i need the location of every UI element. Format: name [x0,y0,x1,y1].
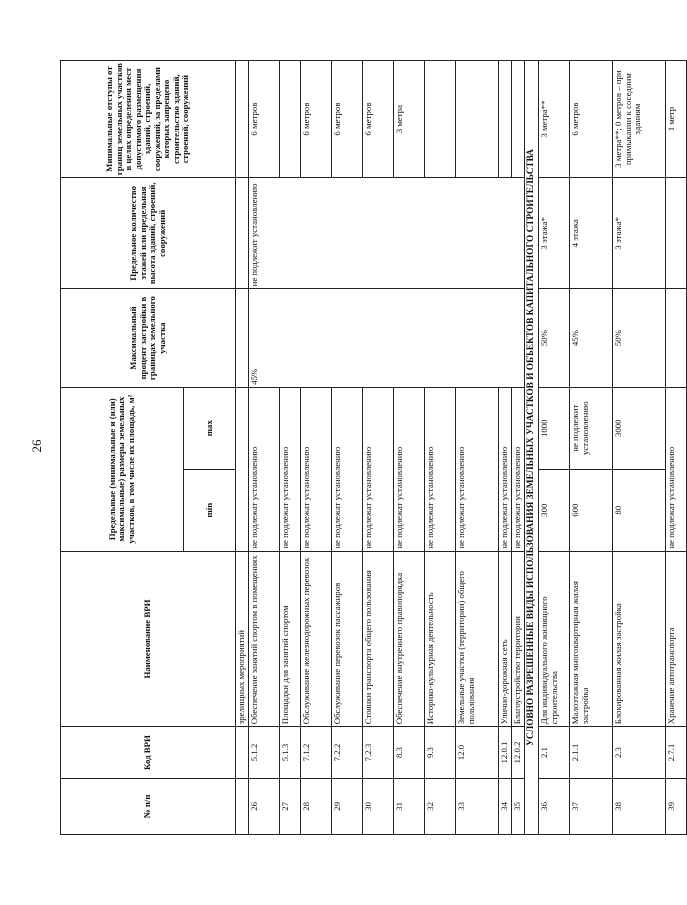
table-row: 39 2.7.1 Хранение автотранспорта не подлежат установлению 1 метр [666,61,687,835]
table-row: 36 2.1 Для индивидуального жилищного строительства 300 1000 50% 3 этажа* 3 метра** [539,61,570,835]
table-row: 34 12.0.1 Улично-дорожная сеть не подлежат установлению [499,61,512,835]
header-min: min [184,469,236,551]
table-row: 37 2.1.1 Малоэтажная многоквартирная жилая застройка 600 не подлежит установлению 45% 4 этажа 6 метров [570,61,613,835]
header-size: Предельные (минимальные и (или) максимальные) размеры земельных участков, в том числе их площадь, м² [61,387,184,551]
floors-cell: не подлежит установлению [249,178,525,289]
section-title: УСЛОВНО РАЗРЕШЕННЫЕ ВИДЫ ИСПОЛЬЗОВАНИЯ ЗЕМЕЛЬНЫХ УЧАСТКОВ И ОБЪЕКТОВ КАПИТАЛЬНОГО СТРОИТЕЛЬСТВА [525,61,539,835]
percent-cell: 45% [249,289,525,387]
table-row: 32 9.3 Историко-культурная деятельность не подлежат установлению [425,61,456,835]
header-floors: Предельное количество этажей или предельная высота зданий, строений, сооружений [61,178,236,289]
table-row: 35 12.0.2 Благоустройство территории не подлежат установлению [512,61,525,835]
table-row: 38 2.3 Блокированная жилая застройка 80 3000 50% 3 этажа* 3 метра**; 0 метров – при примыкании к соседним зданиям [613,61,666,835]
table-row: 31 8.3 Обеспечение внутреннего правопорядка не подлежат установлению 3 метра [394,61,425,835]
regulations-table [60,60,687,835]
header-num: № п/п [61,778,236,834]
page-number: 26 [29,439,44,453]
header-setback: Минимальные отступы от границ земельных участков в целях определения мест допустимого размещения зданий, строений, сооружений, за пределами которых запрещено строительство зданий, строений, сооружений [61,61,236,178]
rotated-table-container [60,60,676,835]
carry-over-text: зрелищных мероприятий [236,551,249,727]
table-row: 29 7.2.2 Обслуживание перевозок пассажиров не подлежат установлению 6 метров [332,61,363,835]
table-row: 28 7.1.2 Обслуживание железнодорожных перевозок не подлежат установлению 6 метров [301,61,332,835]
header-name: Наименование ВРИ [61,551,236,727]
header-code: Код ВРИ [61,727,236,779]
header-max: max [184,387,236,469]
table-row: 26 5.1.2 Обеспечение занятий спортом в помещениях не подлежат установлению 45% не подлежит установлению 6 метров [249,61,280,835]
table-row: 33 12.0 Земельные участки (территории) общего пользования не подлежат установлению [456,61,499,835]
table-row: 27 5.1.3 Площадки для занятий спортом не подлежат установлению [280,61,301,835]
header-percent: Максимальный процент застройки в границах земельного участка [61,289,236,387]
table-row: 30 7.2.3 Стоянки транспорта общего пользования не подлежат установлению 6 метров [363,61,394,835]
